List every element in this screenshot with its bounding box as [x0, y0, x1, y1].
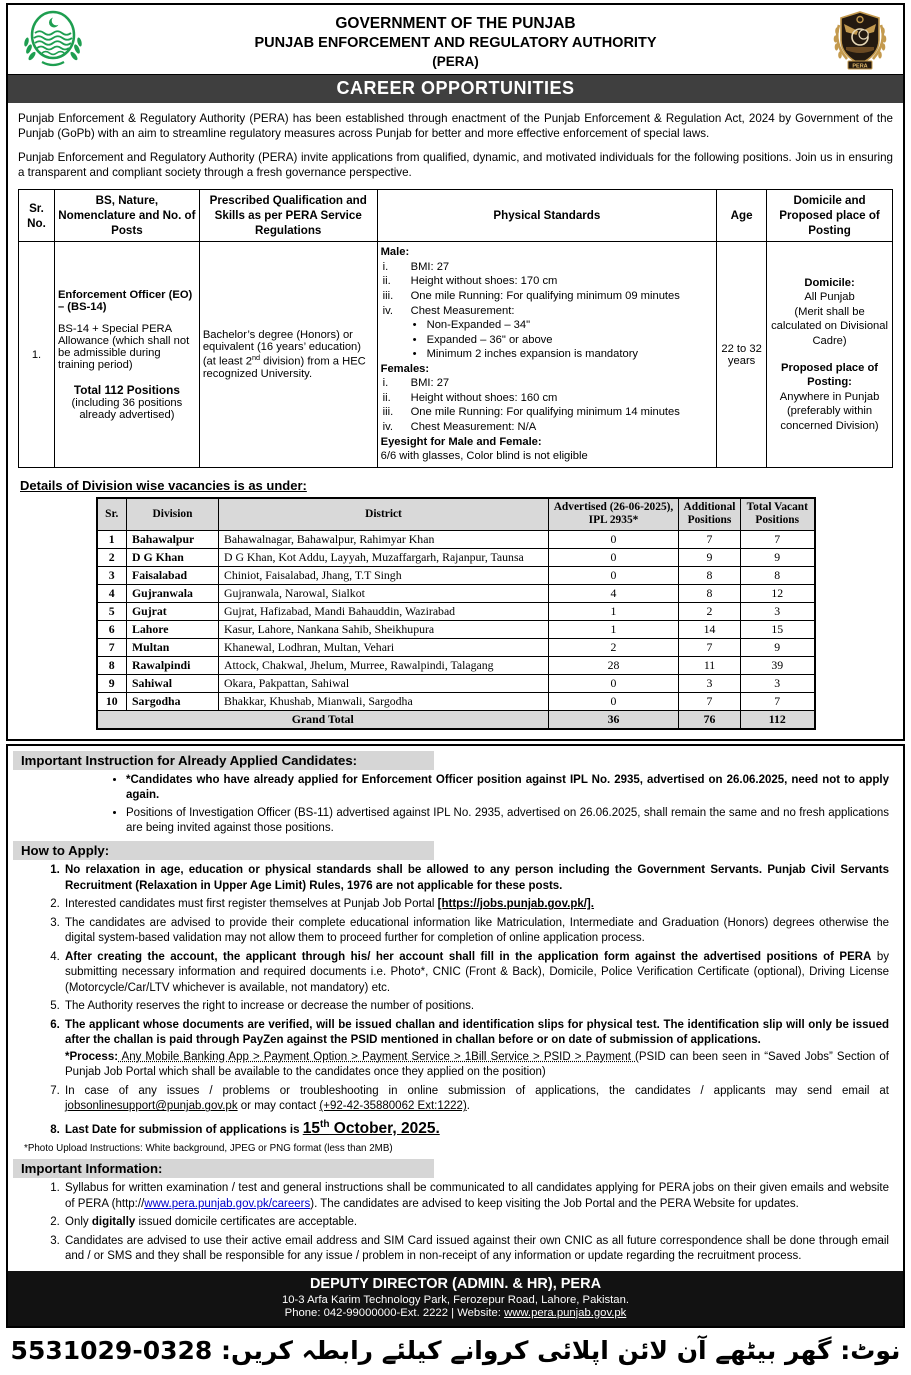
grand-total-advertised: 36 — [549, 711, 679, 730]
main-document-box — [6, 3, 905, 741]
col-physical-standards: Physical Standards — [377, 190, 717, 242]
col-posts: BS, Nature, Nomenclature and No. of Posts — [54, 190, 199, 242]
list-item: 4. After creating the account, the applicant through his/ her account shall fill in the application form against the advertised positions of PERA by submitting necessary information and required documents i.e. Photo*, CNIC (Front & Back), Domicile, Police Verification Certificate (optional), Driving License (Motorcycle/Car/LTV whichever is available, not mandatory) etc. — [63, 950, 889, 997]
instructions-box — [6, 744, 905, 1328]
grand-total-row — [97, 711, 815, 730]
table-row: 4 Gujranwala Gujranwala, Narowal, Sialkot 4 8 12 — [97, 585, 815, 603]
table-row: 1 Bahawalpur Bahawalnagar, Bahawalpur, Rahimyar Khan 0 7 7 — [97, 531, 815, 549]
table-row: 5 Gujrat Gujrat, Hafizabad, Mandi Bahauddin, Wazirabad 1 2 3 — [97, 603, 815, 621]
already-applied-heading: Important Instruction for Already Applied Candidates: — [13, 751, 434, 770]
posting-text-2: (preferably within concerned Division) — [780, 405, 879, 432]
pera-emblem-icon — [829, 9, 891, 71]
male-item: iv. Chest Measurement: — [382, 304, 515, 317]
domicile-text-2: (Merit shall be calculated on Divisional Cadre) — [771, 305, 888, 347]
eyesight-text: 6/6 with glasses, Color blind is not eligible — [380, 450, 588, 463]
position-qualification — [199, 242, 377, 467]
domicile-label: Domicile: — [804, 276, 855, 289]
grand-total-total: 112 — [741, 711, 815, 730]
div-col-total: Total Vacant Positions — [741, 498, 815, 531]
list-item: 5. The Authority reserves the right to increase or decrease the number of positions. — [63, 999, 889, 1015]
intro-paragraph-1: Punjab Enforcement & Regulatory Authority (PERA) has been established through enactment of the Punjab Enforcement & Regulation Act, 2024 by Government of the Punjab (GoPb) with an aim to streamline regulatory measures across Punjab for better and more effective enforcement of special laws. — [18, 111, 893, 141]
females-label: Females: — [380, 362, 430, 375]
position-row — [19, 242, 893, 467]
col-age: Age — [717, 190, 767, 242]
table-row: 8 Rawalpindi Attock, Chakwal, Jhelum, Murree, Rawalpindi, Talagang 28 11 39 — [97, 657, 815, 675]
intro-section — [8, 111, 903, 182]
grand-total-additional: 76 — [679, 711, 741, 730]
female-item: iv. Chest Measurement: N/A — [382, 421, 537, 434]
position-posts-cell — [54, 242, 199, 467]
punjab-emblem-icon — [20, 9, 86, 69]
letterhead-titles — [88, 10, 823, 71]
punjab-government-logo — [20, 9, 86, 74]
div-col-district: District — [219, 498, 549, 531]
support-phone: (+92-42-35880062 Ext:1222) — [319, 1100, 467, 1113]
division-vacancies-table — [96, 497, 816, 730]
position-age: 22 to 32 years — [717, 242, 767, 467]
grand-total-label: Grand Total — [97, 711, 549, 730]
intro-paragraph-2: Punjab Enforcement and Regulatory Authority (PERA) invite applications from qualified, dynamic, and motivated individuals for the following positions. Join us in ensuring a transparent and compliant society through a fresh governance perspective. — [18, 150, 893, 180]
authority-title: PUNJAB ENFORCEMENT AND REGULATORY AUTHORITY — [254, 35, 657, 52]
footer-address: 10-3 Arfa Karim Technology Park, Ferozepur Road, Lahore, Pakistan. — [281, 1293, 630, 1306]
government-title: GOVERNMENT OF THE PUNJAB — [335, 15, 576, 32]
list-item: 2. Only digitally issued domicile certificates are acceptable. — [63, 1215, 889, 1231]
last-date: 15th October, 2025. — [302, 1118, 440, 1138]
important-information-list — [8, 1181, 889, 1265]
chest-bullet: • Minimum 2 inches expansion is mandatory — [412, 348, 639, 361]
col-sr-no: Sr. No. — [19, 190, 55, 242]
female-item: i. BMI: 27 — [382, 377, 450, 390]
position-title: Enforcement Officer (EO) – (BS-14) — [57, 288, 193, 313]
list-item: 6. The applicant whose documents are verified, will be issued challan and identification slips for physical test. The identification slip will only be issued after the challan is paid through PayZen against the PSID mentioned in challan before or on date of submission of applications. *Process: Any Mobile Banking App > Payment Option > Payment Service > 1Bill Service > PSID > Payment (PSID can been seen in “Saved Jobs” Section of Punjab Job Portal which shall be available to the candidates once they applied on the position) — [63, 1018, 889, 1081]
list-item: • Positions of Investigation Officer (BS-11) advertised against IPL No. 2935, advertised on 26.06.2025, shall remain the same and no fresh applications are being invited against those positions. — [126, 806, 889, 837]
list-item: 1. Syllabus for written examination / test and general instructions shall be communicated to all candidates applying for PERA jobs on their given emails and website of PERA (http://www.pera.punjab.gov.pk/careers). The candidates are advised to keep visiting the Job Portal and the PERA Website for updates. — [63, 1181, 889, 1212]
important-information-heading: Important Information: — [13, 1159, 434, 1178]
chest-bullet: • Expanded – 36" or above — [412, 333, 553, 346]
list-item: 3. The candidates are advised to provide their complete educational information like Matriculation, Intermediate and Graduation (Honors) degrees otherwise the digital system-based validation may not allow them to proceed further for completion of online application process. — [63, 916, 889, 947]
female-item: ii. Height without shoes: 160 cm — [382, 391, 558, 404]
table-row: 6 Lahore Kasur, Lahore, Nankana Sahib, Sheikhupura 1 14 15 — [97, 621, 815, 639]
pera-careers-link[interactable]: www.pera.punjab.gov.pk/careers — [144, 1197, 311, 1210]
list-item: 3. Candidates are advised to use their active email address and SIM Card issued against their own CNIC as all future correspondence shall be done through email and / or SMS and they shall be responsible for any issue / problem in non-receipt of any information or update regarding the recruitment process. — [63, 1234, 889, 1265]
list-item: 7. In case of any issues / problems or troubleshooting in online submission of applications, the candidates / applicants may send email at jobsonlinesupport@punjab.gov.pk or may contact (+92-42-35880062 Ext:1222). — [63, 1084, 889, 1115]
col-qualification: Prescribed Qualification and Skills as per PERA Service Regulations — [199, 190, 377, 242]
career-opportunities-banner: CAREER OPPORTUNITIES — [8, 74, 903, 103]
footer-contact: Phone: 042-99000000-Ext. 2222 | Website: www.pera.punjab.gov.pk — [284, 1306, 627, 1319]
support-email-link[interactable]: jobsonlinesupport@punjab.gov.pk — [65, 1100, 238, 1113]
list-item: 2. Interested candidates must first register themselves at Punjab Job Portal [https://jobs.punjab.gov.pk/]. — [63, 897, 889, 913]
position-total: Total 112 Positions — [73, 382, 180, 397]
table-row: 9 Sahiwal Okara, Pakpattan, Sahiwal 0 3 3 — [97, 675, 815, 693]
footer-bar — [8, 1271, 903, 1326]
division-header-row — [97, 498, 815, 531]
division-vacancies-heading: Details of Division wise vacancies is as under: — [20, 477, 307, 493]
div-col-advertised: Advertised (26-06-2025), IPL 2935* — [549, 498, 679, 531]
eyesight-label: Eyesight for Male and Female: — [380, 435, 542, 448]
male-item: ii. Height without shoes: 170 cm — [382, 275, 558, 288]
div-col-division: Division — [127, 498, 219, 531]
authority-abbreviation: (PERA) — [432, 53, 479, 69]
male-label: Male: — [380, 246, 410, 259]
table-row: 10 Sargodha Bhakkar, Khushab, Mianwali, Sargodha 0 7 7 — [97, 693, 815, 711]
how-to-apply-heading: How to Apply: — [13, 841, 434, 860]
urdu-helpline-note: نوٹ: گھر بیٹھے آن لائن اپلائی کروانے کیلئے رابطہ کریں: 0328-5531029 — [10, 1335, 901, 1365]
div-col-additional: Additional Positions — [679, 498, 741, 531]
chest-bullet: • Non-Expanded – 34" — [412, 319, 531, 332]
qualification-sup: nd — [251, 353, 261, 363]
male-item: i. BMI: 27 — [382, 260, 450, 273]
posting-label: Proposed place of Posting: — [781, 361, 879, 389]
list-item: • *Candidates who have already applied for Enforcement Officer position against IPL No. 2935, advertised on 26.06.2025, need not to apply again. — [126, 773, 889, 804]
position-total-note: (including 36 positions already advertised) — [71, 396, 183, 421]
how-to-apply-list — [8, 863, 889, 1140]
list-item: 8. Last Date for submission of applications is 15th October, 2025. — [63, 1118, 889, 1140]
svg-text:PERA: PERA — [852, 63, 868, 70]
letterhead — [8, 5, 903, 74]
male-item: iii. One mile Running: For qualifying minimum 09 minutes — [382, 289, 680, 302]
physical-standards-cell — [377, 242, 717, 467]
pera-website-link[interactable]: www.pera.punjab.gov.pk — [504, 1306, 627, 1319]
posting-text: Anywhere in Punjab — [779, 390, 880, 403]
list-item: 1. No relaxation in age, education or physical standards shall be allowed to any person including the Government Servants. Punjab Civil Servants Recruitment (Relaxation in Upper Age Limit) Rules, 1976 are not applicable for these posts. — [63, 863, 889, 894]
positions-header-row — [19, 190, 893, 242]
footer-title: DEPUTY DIRECTOR (ADMIN. & HR), PERA — [309, 1275, 602, 1292]
photo-upload-note: *Photo Upload Instructions: White background, JPEG or PNG format (less than 2MB) — [24, 1143, 393, 1155]
col-domicile: Domicile and Proposed place of Posting — [767, 190, 893, 242]
div-col-sr: Sr. — [97, 498, 127, 531]
position-domicile-cell — [767, 242, 893, 467]
position-sr: 1. — [19, 242, 55, 467]
qualification-text: Bachelor’s degree (Honors) or equivalent (16 years’ education) (at least 2 — [202, 329, 361, 368]
positions-table — [18, 189, 893, 468]
domicile-text: All Punjab — [804, 291, 855, 304]
table-row: 7 Multan Khanewal, Lodhran, Multan, Vehari 2 7 9 — [97, 639, 815, 657]
table-row: 2 D G Khan D G Khan, Kot Addu, Layyah, Muzaffargarh, Rajanpur, Taunsa 0 9 9 — [97, 549, 815, 567]
female-item: iii. One mile Running: For qualifying minimum 14 minutes — [382, 406, 680, 419]
pera-logo — [829, 9, 891, 76]
process-note: *Process: Any Mobile Banking App > Payment Option > Payment Service > 1Bill Service > PSID > Payment (PSID can been seen in “Saved Jobs” Section of Punjab Job Portal which shall be available to the candidates once they applied on the position) — [65, 1050, 889, 1079]
job-portal-link[interactable]: [https://jobs.punjab.gov.pk/]. — [437, 898, 594, 911]
payment-process-chain: Any Mobile Banking App > Payment Option > Payment Service > 1Bill Service > PSID > Payment — [118, 1050, 636, 1063]
position-allowance: BS-14 + Special PERA Allowance (which shall not be admissible during training period) — [57, 322, 190, 371]
qualification-text-2: division) from a HEC recognized University. — [202, 355, 366, 380]
already-applied-list — [8, 773, 889, 836]
table-row: 3 Faisalabad Chiniot, Faisalabad, Jhang, T.T Singh 0 8 8 — [97, 567, 815, 585]
